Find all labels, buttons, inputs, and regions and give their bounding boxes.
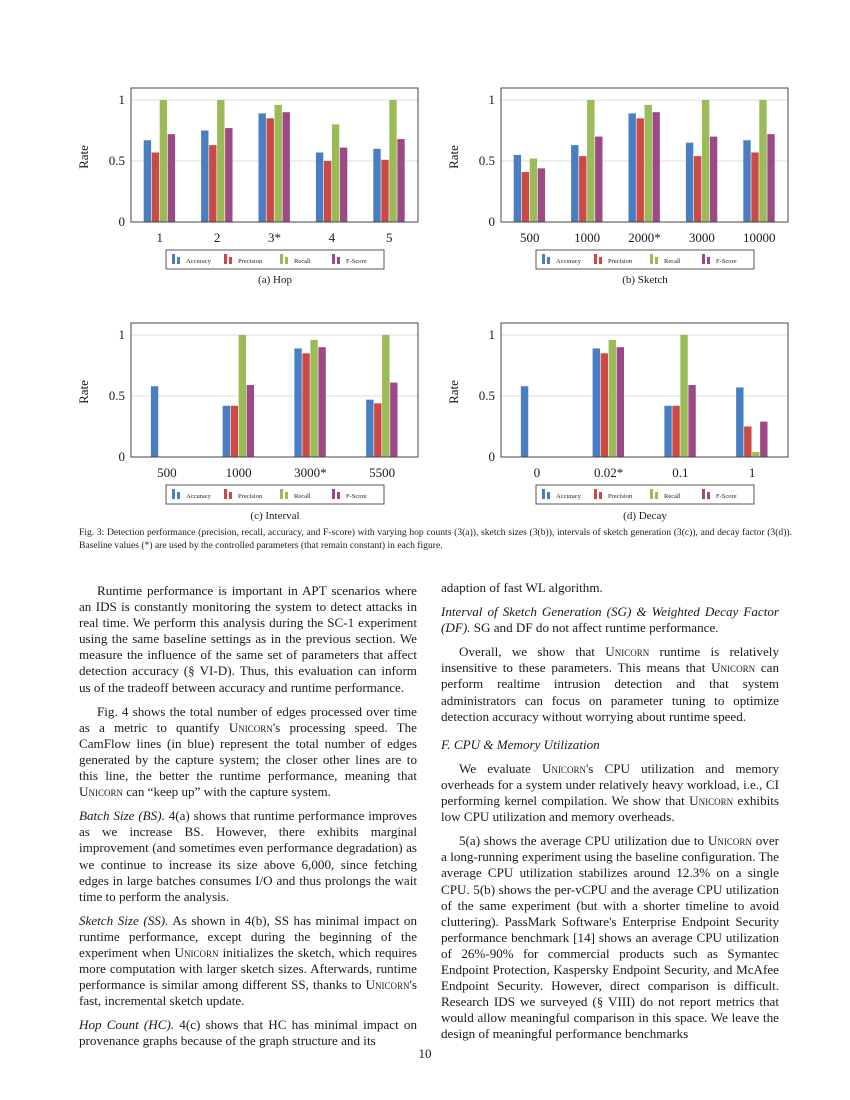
chart-legend [536, 485, 754, 504]
bar-accuracy [144, 140, 151, 222]
y-tick-label: 0.5 [478, 388, 495, 403]
bar-f-score [595, 137, 602, 222]
system-name: Unicorn [605, 644, 650, 660]
y-axis-label: Rate [446, 380, 461, 404]
chart-sketch [440, 80, 810, 295]
legend-label: Precision [608, 258, 633, 265]
bar-f-score [653, 112, 660, 222]
x-tick-label: 10000 [743, 230, 776, 245]
bar-accuracy [373, 149, 380, 222]
system-name: Unicorn [365, 977, 410, 993]
bar-accuracy [743, 140, 750, 222]
bar-accuracy [151, 386, 158, 457]
run-in-heading: Interval of Sketch Generation (SG) & Weighted Decay Factor (DF). [441, 604, 779, 636]
bar-recall [389, 100, 396, 222]
x-tick-label: 2 [213, 230, 221, 245]
bar-recall [530, 159, 537, 222]
legend-label: F-Score [716, 493, 737, 500]
bar-f-score [617, 347, 624, 457]
system-name: Unicorn [689, 793, 734, 809]
bar-recall [382, 335, 389, 457]
bar-accuracy [259, 113, 266, 222]
system-name: Unicorn [711, 660, 756, 676]
x-tick-label: 3000 [688, 230, 715, 245]
x-tick-label: 1 [748, 465, 756, 480]
y-tick-label: 0 [488, 449, 495, 464]
y-axis-label: Rate [446, 145, 461, 169]
chart-hop [70, 80, 440, 295]
system-name: Unicorn [79, 784, 123, 800]
chart-legend [166, 250, 384, 269]
bar-f-score [767, 134, 774, 222]
subcaption-interval: (c) Interval [250, 510, 300, 522]
x-tick-label: 1000 [225, 465, 252, 480]
paragraph: Runtime performance is important in APT scenarios where an IDS is constantly monitoring the system to detect attacks in real time. We perform this analysis during the SC-1 experiment using the same baseline settings as in the previous section. We measure the influence of the same set of parameters that affect detection accuracy (§ VI-D). Thus, this evaluation can inform us of the tradeoff between accuracy and runtime performance. [79, 583, 417, 695]
system-name: Unicorn [541, 760, 586, 776]
run-in-paragraph: Batch Size (BS). 4(a) shows that runtime performance improves as we increase BS. However, there exhibits marginal improvement (and sometimes even performance degradation) as we continue to increase its size above 6,000, since fetching edges in large batches consumes I/O and thus prolongs the wait time to perform the analysis. [79, 808, 417, 904]
bar-recall [310, 340, 317, 457]
run-in-paragraph: Hop Count (HC). 4(c) shows that HC has minimal impact on provenance graphs because of the graph structure and its [79, 1017, 417, 1049]
page-number: 10 [418, 1046, 432, 1061]
system-name: Unicorn [228, 719, 273, 735]
subcaption-hop: (a) Hop [258, 274, 292, 286]
bar-precision [152, 152, 159, 222]
legend-label: Accuracy [556, 493, 581, 500]
x-tick-label: 3000* [294, 465, 327, 480]
bar-precision [324, 161, 331, 222]
y-tick-label: 0 [118, 214, 125, 229]
x-tick-label: 3* [268, 230, 281, 245]
bar-precision [694, 156, 701, 222]
paragraph: 5(a) shows the average CPU utilization due to Unicorn over a long-running experiment using the baseline configuration. The average CPU utilization stabilizes around 12.3% on a single CPU. 5(b) shows the per-vCPU and the average CPU utilization of the same experiment (but with a shorter timeline to avoid cluttering). PassMark Software's Enterprise Endpoint Security performance benchmark [14] shows an average CPU utilization of 26%-90% for commercial products such as Symantec Endpoint Protection, Kaspersky Endpoint Security, and McAfee Endpoint Security. However, direct comparison is difficult. Research IDS we surveyed (§ VIII) do not report metrics that would allow meaningful comparison in this space. We leave the design of meaningful performance benchmarks [441, 833, 779, 1042]
bar-precision [302, 353, 309, 457]
subcaption-sketch: (b) Sketch [622, 274, 668, 286]
bar-precision [209, 145, 216, 222]
bar-precision [579, 156, 586, 222]
bar-precision [601, 353, 608, 457]
y-tick-label: 1 [488, 92, 495, 107]
run-in-paragraph: Interval of Sketch Generation (SG) & Weighted Decay Factor (DF). SG and DF do not affect runtime performance. [441, 604, 779, 636]
x-tick-label: 1000 [574, 230, 601, 245]
y-tick-label: 0.5 [478, 153, 495, 168]
x-tick-label: 4 [328, 230, 336, 245]
paragraph: Overall, we show that Unicorn runtime is relatively insensitive to these parameters. This means that Unicorn can perform realtime intrusion detection and that system administrators can focus on parameter tuning to optimize detection accuracy without worrying about runtime speed. [441, 644, 779, 724]
bar-precision [637, 118, 644, 222]
x-tick-label: 500 [157, 465, 177, 480]
legend-label: Recall [664, 493, 681, 500]
bar-recall [645, 105, 652, 222]
legend-label: Accuracy [186, 258, 211, 265]
bar-accuracy [223, 406, 230, 457]
paragraph-continuation: adaption of fast WL algorithm. [441, 580, 603, 595]
chart-interval [70, 315, 440, 530]
x-tick-label: 0.02* [594, 465, 624, 480]
bar-recall [160, 100, 167, 222]
bar-f-score [225, 128, 232, 222]
bar-recall [680, 335, 687, 457]
right-column [441, 580, 779, 1050]
y-tick-label: 0.5 [108, 153, 125, 168]
bar-recall [587, 100, 594, 222]
bar-precision [231, 406, 238, 457]
bar-accuracy [521, 386, 528, 457]
bar-f-score [688, 385, 695, 457]
bar-accuracy [571, 145, 578, 222]
bar-precision [744, 427, 751, 458]
y-axis-label: Rate [76, 145, 91, 169]
paragraph: We evaluate Unicorn's CPU utilization and memory overheads for a system under relatively heavy workload, i.e., CI performing kernel compilation. We show that Unicorn exhibits low CPU utilization and memory overheads. [441, 760, 779, 825]
legend-label: Precision [608, 493, 633, 500]
bar-f-score [283, 112, 290, 222]
bar-recall [275, 105, 282, 222]
bar-accuracy [201, 131, 208, 223]
bar-f-score [710, 137, 717, 222]
bar-accuracy [316, 152, 323, 222]
bar-recall [332, 124, 339, 222]
bar-f-score [538, 168, 545, 222]
y-tick-label: 1 [118, 327, 125, 342]
bar-precision [374, 403, 381, 457]
bar-f-score [397, 139, 404, 222]
bar-recall [217, 100, 224, 222]
y-tick-label: 1 [118, 92, 125, 107]
bar-f-score [760, 422, 767, 457]
y-tick-label: 0.5 [108, 388, 125, 403]
legend-label: Recall [664, 258, 681, 265]
run-in-paragraph: Sketch Size (SS). As shown in 4(b), SS has minimal impact on runtime performance, except during the beginning of the experiment when Unicorn initializes the sketch, which requires more computation with larger sketch sizes. Afterwards, runtime performance is similar among different SS, thanks to Unicorn's fast, incremental sketch update. [79, 912, 417, 1009]
bar-precision [672, 406, 679, 457]
bar-recall [239, 335, 246, 457]
bar-accuracy [664, 406, 671, 457]
left-column [79, 583, 417, 1058]
legend-label: Precision [238, 493, 263, 500]
bar-accuracy [629, 113, 636, 222]
y-tick-label: 0 [488, 214, 495, 229]
subcaption-decay: (d) Decay [623, 510, 667, 522]
bar-precision [522, 172, 529, 222]
x-tick-label: 500 [519, 230, 540, 245]
legend-label: Accuracy [186, 493, 211, 500]
x-tick-label: 2000* [628, 230, 661, 245]
system-name: Unicorn [174, 944, 219, 960]
y-axis-label: Rate [76, 380, 91, 404]
bar-f-score [390, 383, 397, 457]
bar-precision [381, 160, 388, 222]
chart-legend [166, 485, 384, 504]
bar-recall [609, 340, 616, 457]
bar-f-score [318, 347, 325, 457]
legend-label: F-Score [346, 258, 367, 265]
bar-precision [267, 118, 274, 222]
bar-precision [751, 152, 758, 222]
bar-accuracy [294, 348, 301, 457]
legend-label: F-Score [346, 493, 367, 500]
paragraph: Fig. 4 shows the total number of edges processed over time as a metric to quantify Unicorn's processing speed. The CamFlow lines (in blue) represent the total number of edges generated by the capture system; the closer other lines are to this line, the better the runtime performance, meaning that Unicorn can “keep up” with the capture system. [79, 703, 417, 800]
bar-f-score [168, 134, 175, 222]
x-tick-label: 0.1 [672, 465, 689, 480]
run-in-heading: Sketch Size (SS). [79, 912, 169, 928]
y-tick-label: 1 [488, 327, 495, 342]
bar-f-score [247, 385, 254, 457]
legend-label: Precision [238, 258, 263, 265]
bar-f-score [340, 148, 347, 222]
x-tick-label: 5 [386, 230, 393, 245]
bar-recall [759, 100, 766, 222]
legend-label: F-Score [716, 258, 737, 265]
legend-label: Accuracy [556, 258, 581, 265]
y-tick-label: 0 [118, 449, 125, 464]
chart-decay [440, 315, 810, 530]
chart-legend [536, 250, 754, 269]
run-in-heading: Batch Size (BS). [79, 808, 165, 824]
bar-accuracy [686, 143, 693, 222]
legend-label: Recall [294, 493, 311, 500]
system-name: Unicorn [707, 833, 752, 849]
legend-label: Recall [294, 258, 311, 265]
x-tick-label: 0 [533, 465, 541, 480]
run-in-heading: Hop Count (HC). [79, 1017, 175, 1033]
section-heading: F. CPU & Memory Utilization [441, 736, 600, 752]
bar-accuracy [366, 400, 373, 457]
bar-recall [752, 452, 759, 457]
x-tick-label: 1 [156, 230, 163, 245]
bar-accuracy [514, 155, 521, 222]
bar-accuracy [736, 387, 743, 457]
x-tick-label: 5500 [369, 465, 396, 480]
figure-caption: Fig. 3: Detection performance (precision, recall, accuracy, and F-score) with varying hop counts (3(a)), sketch sizes (3(b)), intervals of sketch generation (3(c)), and decay factor (3(d)). Baseline values (*) are used by the controlled parameters (that remain constant) in each figure. [79, 527, 792, 551]
bar-recall [702, 100, 709, 222]
bar-accuracy [593, 348, 600, 457]
